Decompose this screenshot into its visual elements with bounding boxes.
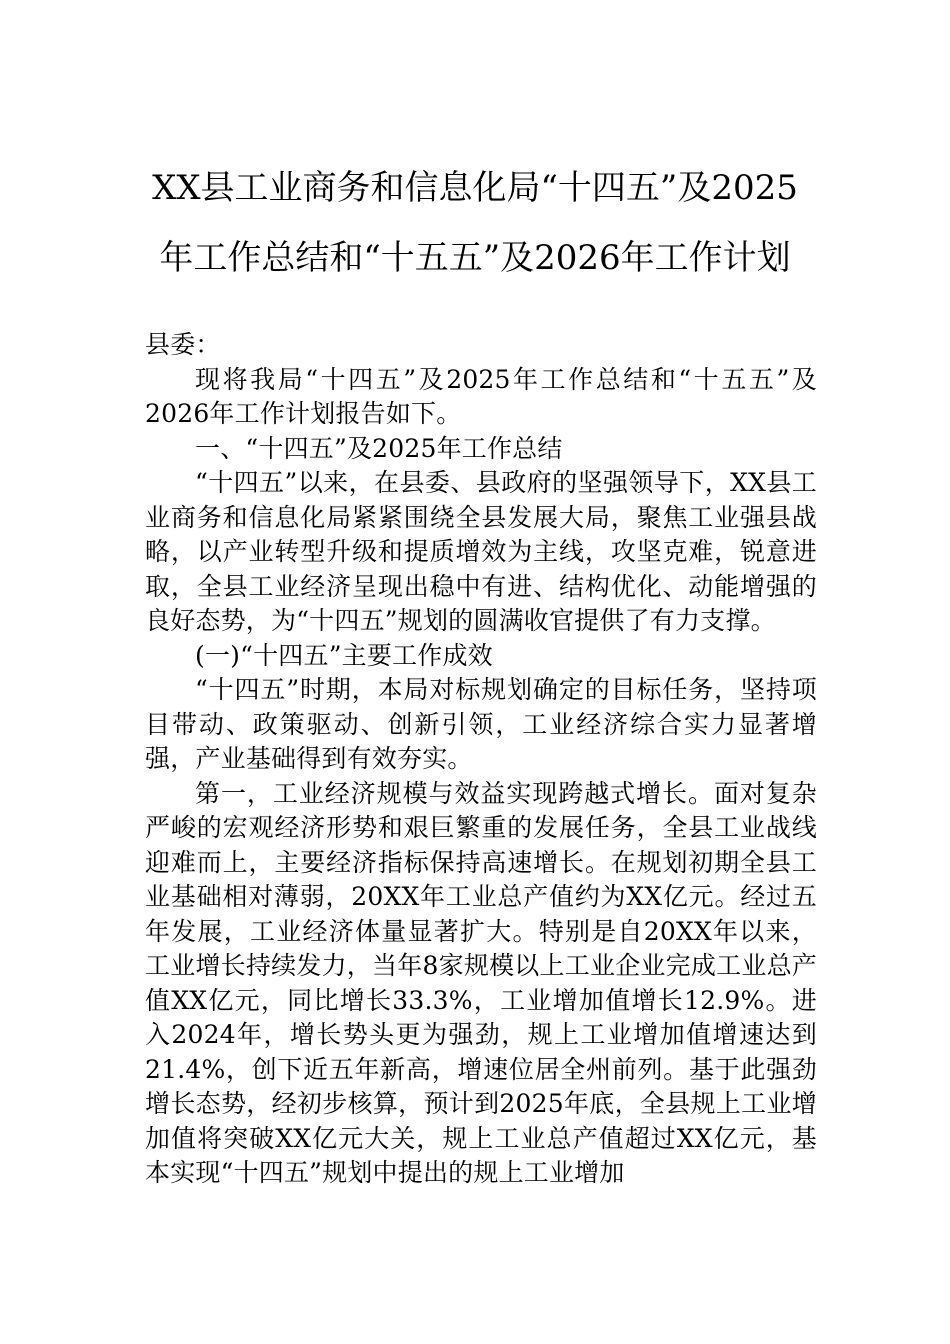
section-heading-1: 一、“十四五”及2025年工作总结 [195, 433, 563, 463]
document-body [145, 328, 817, 1191]
document-title-line-2: 年工作总结和“十五五”及2026年工作计划 [159, 238, 791, 278]
salutation: 县委： [145, 330, 221, 359]
subsection-heading-1: (一)“十四五”主要工作成效 [195, 640, 493, 670]
document-title-line-1: XX县工业商务和信息化局“十四五”及2025 [152, 168, 798, 208]
paragraph-first-point: 第一，工业经济规模与效益实现跨越式增长。面对复杂严峻的宏观经济形势和艰巨繁重的发展任务，全县工业战线迎难而上，主要经济指标保持高速增长。在规划初期全县工业基础相对薄弱，20XX年工业总产值约为XX亿元。经过五年发展，工业经济体量显著扩大。特别是自20XX年以来，工业增长持续发力，当年8家规模以上工业企业完成工业总产值XX亿元，同比增长33.3%，工业增加值增长12.9%。进入2024年，增长势头更为强劲，规上工业增加值增速达到21.4%，创下近五年新高，增速位居全州前列。基于此强劲增长态势，经初步核算，预计到2025年底，全县规上工业增加值将突破XX亿元大关，规上工业总产值超过XX亿元，基本实现“十四五”规划中提出的规上工业增加 [145, 778, 817, 1187]
paragraph-intro: 现将我局“十四五”及2025年工作总结和“十五五”及2026年工作计划报告如下。 [145, 364, 817, 428]
paragraph-achievements: “十四五”时期，本局对标规划确定的目标任务，坚持项目带动、政策驱动、创新引领，工业经济综合实力显著增强，产业基础得到有效夯实。 [145, 675, 817, 773]
paragraph-overview: “十四五”以来，在县委、县政府的坚强领导下，XX县工业商务和信息化局紧紧围绕全县发展大局，聚焦工业强县战略，以产业转型升级和提质增效为主线，攻坚克难，锐意进取，全县工业经济呈现出稳中有进、结构优化、动能增强的良好态势，为“十四五”规划的圆满收官提供了有力支撑。 [145, 468, 817, 635]
